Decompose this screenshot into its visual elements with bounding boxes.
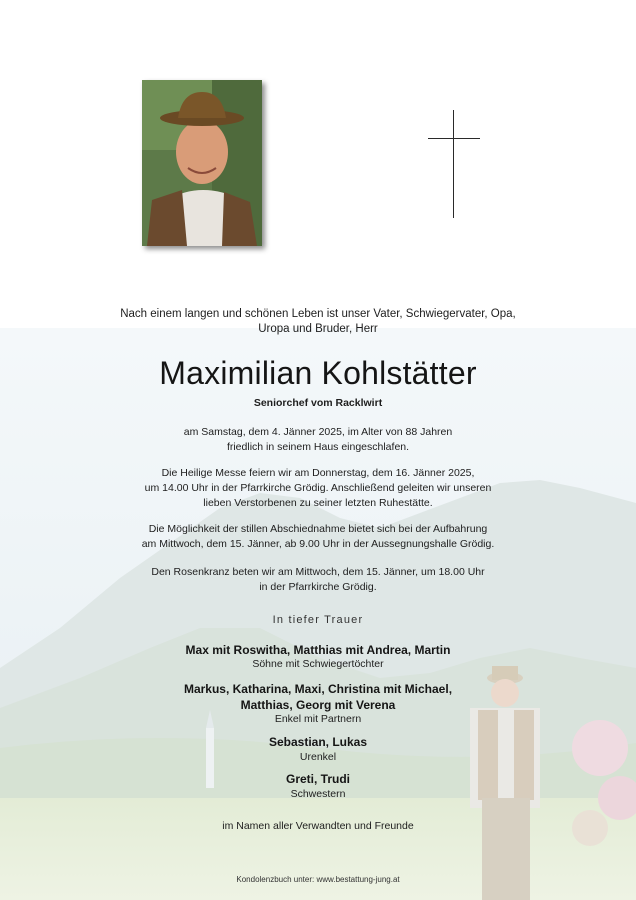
paragraph-line: friedlich in seinem Haus eingeschlafen. [226, 441, 410, 453]
intro-text [0, 307, 636, 337]
paragraph-line: am Mittwoch, dem 15. Jänner, ab 9.00 Uhr in der Aussegnungshalle Grödig. [141, 538, 495, 550]
deceased-title: Seniorchef vom Racklwirt [253, 397, 383, 409]
paragraph-line: Die Möglichkeit der stillen Abschiednahme bietet sich bei der Aufbahrung [148, 523, 488, 535]
family-names-line: Matthias, Georg mit Verena [240, 698, 396, 712]
family-names [0, 681, 636, 713]
viewing-paragraph [0, 522, 636, 552]
rosary-paragraph [0, 565, 636, 595]
family-relation: Söhne mit Schwiegertöchter [252, 658, 384, 670]
family-names: Max mit Roswitha, Matthias mit Andrea, Martin [185, 643, 451, 657]
paragraph-line: Die Heilige Messe feiern wir am Donnerstag, dem 16. Jänner 2025, [161, 467, 475, 479]
intro-line: Nach einem langen und schönen Leben ist unser Vater, Schwiegervater, Opa, [120, 308, 516, 320]
family-names: Sebastian, Lukas [268, 735, 368, 749]
family-relation: Enkel mit Partnern [274, 713, 362, 725]
mass-paragraph [0, 466, 636, 511]
deceased-name: Maximilian Kohlstätter [159, 355, 477, 391]
paragraph-line: in der Pfarrkirche Grödig. [259, 581, 377, 593]
closing-line: im Namen aller Verwandten und Freunde [222, 820, 414, 832]
paragraph-line: Den Rosenkranz beten wir am Mittwoch, dem 15. Jänner, um 18.00 Uhr [151, 566, 485, 578]
family-names-line: Markus, Katharina, Maxi, Christina mit Michael, [183, 682, 453, 696]
paragraph-line: um 14.00 Uhr in der Pfarrkirche Grödig. Anschließend geleiten wir unseren [144, 482, 492, 494]
family-names: Greti, Trudi [285, 772, 350, 786]
death-paragraph [0, 425, 636, 455]
family-relation: Schwestern [290, 788, 346, 800]
condolence-book-link[interactable]: Kondolenzbuch unter: www.bestattung-jung.at [236, 875, 400, 884]
paragraph-line: lieben Verstorbenen zu seiner letzten Ruhestätte. [203, 497, 433, 509]
paragraph-line: am Samstag, dem 4. Jänner 2025, im Alter von 88 Jahren [183, 426, 453, 438]
family-relation: Urenkel [299, 751, 337, 763]
intro-line: Uropa und Bruder, Herr [258, 323, 378, 335]
mourning-heading: In tiefer Trauer [272, 614, 364, 626]
